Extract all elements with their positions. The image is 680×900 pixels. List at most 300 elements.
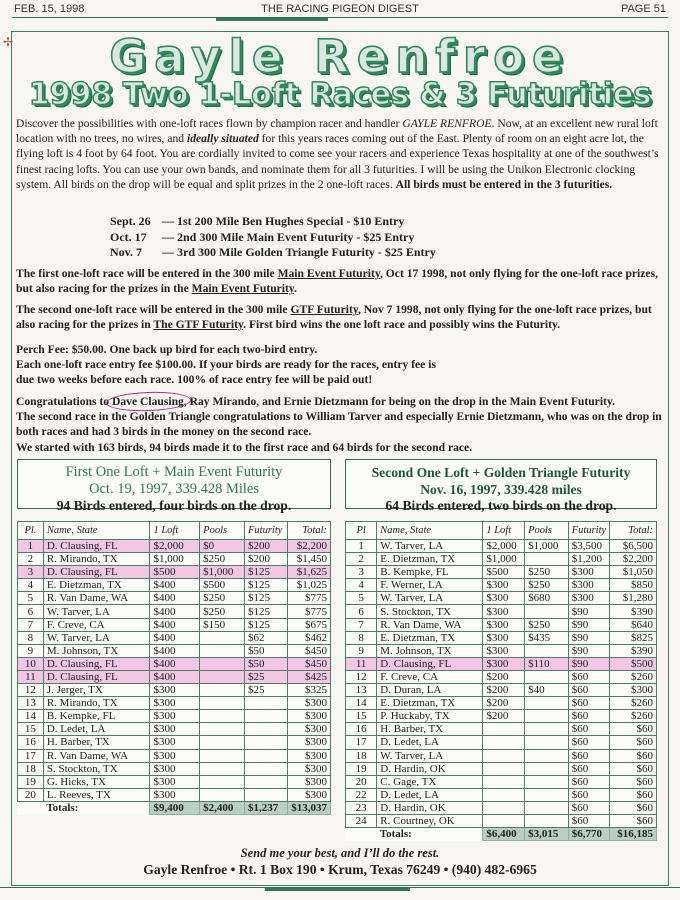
table-row bbox=[346, 657, 657, 670]
name-cell: C. Gage, TX bbox=[377, 775, 483, 788]
futurity-cell: $90 bbox=[568, 605, 609, 618]
paragraph-text: The second one-loft race will be entered in the 300 mile bbox=[16, 303, 291, 316]
table-row bbox=[18, 670, 331, 683]
one-loft-cell: $300 bbox=[150, 710, 200, 723]
futurity-cell: $50 bbox=[245, 644, 288, 657]
col-pools: Pools bbox=[525, 522, 569, 540]
table-row bbox=[346, 540, 657, 553]
grand-total: $13,037 bbox=[287, 801, 330, 814]
one-loft-cell: $400 bbox=[150, 579, 200, 592]
pools-cell: $1,000 bbox=[525, 540, 569, 553]
futurity-cell bbox=[245, 749, 288, 762]
name-cell: L. Reeves, TX bbox=[43, 788, 150, 801]
name-cell: W. Tarver, LA bbox=[377, 540, 483, 553]
pools-cell: $435 bbox=[525, 631, 569, 644]
masthead-accent-bar bbox=[216, 18, 328, 21]
name-cell: D. Clausing, FL bbox=[377, 657, 483, 670]
total-cell: $60 bbox=[610, 749, 657, 762]
pools-cell bbox=[525, 553, 569, 566]
place-cell: 15 bbox=[346, 710, 377, 723]
place-cell: 15 bbox=[18, 723, 44, 736]
spacer-cell bbox=[346, 828, 377, 841]
futurity-cell: $125 bbox=[245, 605, 288, 618]
place-cell: 11 bbox=[346, 657, 377, 670]
congrats-second-race: The second race in the Golden Triangle congratulations to William Tarver and especially Ernie Dietzmann, who was on the drop in both races and had 3 birds in the money on the second race. bbox=[16, 410, 662, 439]
intro-text: Discover the possibilities with one-loft races flown by champion racer and handler bbox=[16, 117, 403, 130]
place-cell: 5 bbox=[18, 592, 44, 605]
pools-cell: $250 bbox=[525, 579, 569, 592]
bird-count-summary: We started with 163 birds, 94 birds made it to the first race and 64 birds for the second race. bbox=[16, 440, 473, 454]
gtf-futurity-ref: GTF Futurity bbox=[290, 303, 358, 316]
futurity-cell: $300 bbox=[568, 592, 609, 605]
one-loft-cell: $300 bbox=[483, 644, 525, 657]
total-cell: $1,025 bbox=[287, 579, 330, 592]
futurity-cell: $90 bbox=[568, 618, 609, 631]
place-cell: 7 bbox=[346, 618, 377, 631]
place-cell: 20 bbox=[18, 788, 44, 801]
col-place: Pl. bbox=[18, 522, 44, 540]
schedule-date: Nov. 7 bbox=[110, 245, 143, 259]
intro-text: . Now, at an excellent new rural loft location with no trees, no wires, and bbox=[16, 117, 658, 146]
place-cell: 18 bbox=[18, 762, 44, 775]
one-loft-cell bbox=[483, 801, 525, 814]
place-cell: 13 bbox=[346, 684, 377, 697]
total-cell: $1,450 bbox=[287, 553, 330, 566]
total-cell: $300 bbox=[287, 723, 330, 736]
table-header-row bbox=[346, 522, 657, 540]
pools-cell: $110 bbox=[525, 657, 569, 670]
name-cell: E. Dietzman, TX bbox=[377, 553, 483, 566]
place-cell: 13 bbox=[18, 697, 44, 710]
table-row bbox=[18, 684, 331, 697]
name-cell: R. Van Dame, WA bbox=[377, 618, 483, 631]
total-futurity: $6,770 bbox=[568, 828, 609, 841]
entry-fee-note: due two weeks before each race. 100% of race entry fee will be paid out! bbox=[16, 373, 373, 387]
name-cell: D. Duran, LA bbox=[377, 684, 483, 697]
futurity-cell: $90 bbox=[568, 631, 609, 644]
fees-paragraph bbox=[16, 342, 667, 388]
one-loft-cell: $400 bbox=[150, 605, 200, 618]
place-cell: 19 bbox=[346, 762, 377, 775]
one-loft-cell bbox=[483, 749, 525, 762]
one-loft-cell: $2,000 bbox=[483, 540, 525, 553]
table-row bbox=[18, 775, 331, 788]
place-cell: 17 bbox=[346, 736, 377, 749]
pools-cell: $250 bbox=[200, 592, 245, 605]
col-futurity: Futurity bbox=[568, 522, 609, 540]
place-cell: 2 bbox=[18, 553, 44, 566]
masthead bbox=[12, 2, 668, 18]
race2-date-distance: Nov. 16, 1997, 339.428 miles bbox=[420, 482, 582, 497]
total-cell: $60 bbox=[610, 762, 657, 775]
name-cell: R. Mirando, TX bbox=[43, 697, 150, 710]
pools-cell bbox=[525, 814, 569, 827]
name-cell: G. Hicks, TX bbox=[43, 775, 150, 788]
pools-cell bbox=[200, 788, 245, 801]
futurity-cell: $1,200 bbox=[568, 553, 609, 566]
one-loft-cell: $1,000 bbox=[483, 553, 525, 566]
name-cell: M. Johnson, TX bbox=[43, 644, 150, 657]
congrats-paragraph bbox=[16, 394, 667, 455]
futurity-cell: $60 bbox=[568, 814, 609, 827]
one-loft-cell: $400 bbox=[150, 670, 200, 683]
futurity-cell bbox=[245, 775, 288, 788]
one-loft-cell: $400 bbox=[150, 631, 200, 644]
place-cell: 9 bbox=[18, 644, 44, 657]
futurity-cell: $125 bbox=[245, 566, 288, 579]
table-row bbox=[346, 801, 657, 814]
circled-name: Dave Clausing, bbox=[111, 395, 187, 408]
futurity-cell: $90 bbox=[568, 657, 609, 670]
total-cell: $325 bbox=[287, 684, 330, 697]
place-cell: 19 bbox=[18, 775, 44, 788]
pools-cell: $0 bbox=[200, 540, 245, 553]
one-loft-cell: $400 bbox=[150, 618, 200, 631]
totals-row bbox=[18, 801, 331, 814]
table-row bbox=[18, 605, 331, 618]
name-cell: B. Kempke, FL bbox=[377, 566, 483, 579]
name-cell: P. Huckaby, TX bbox=[377, 710, 483, 723]
name-cell: W. Tarver, LA bbox=[377, 749, 483, 762]
name-cell: W. Tarver, LA bbox=[377, 592, 483, 605]
place-cell: 14 bbox=[346, 697, 377, 710]
place-cell: 3 bbox=[18, 566, 44, 579]
pools-cell bbox=[525, 670, 569, 683]
one-loft-cell: $200 bbox=[483, 710, 525, 723]
col-total: Total: bbox=[287, 522, 330, 540]
place-cell: 12 bbox=[18, 684, 44, 697]
place-cell: 4 bbox=[346, 579, 377, 592]
total-cell: $1,050 bbox=[610, 566, 657, 579]
futurity-cell: $25 bbox=[245, 670, 288, 683]
total-cell: $60 bbox=[610, 801, 657, 814]
pools-cell: $500 bbox=[200, 579, 245, 592]
total-cell: $6,500 bbox=[610, 540, 657, 553]
name-cell: R. Courtney, OK bbox=[377, 814, 483, 827]
entry-fee: Each one-loft race entry fee $100.00. If your birds are ready for the races, entry fee is bbox=[16, 358, 436, 372]
total-cell: $640 bbox=[610, 618, 657, 631]
pools-cell: $150 bbox=[200, 618, 245, 631]
place-cell: 20 bbox=[346, 775, 377, 788]
futurity-cell: $25 bbox=[245, 684, 288, 697]
pools-cell bbox=[525, 644, 569, 657]
one-loft-cell: $300 bbox=[483, 579, 525, 592]
pools-cell bbox=[200, 723, 245, 736]
first-race-paragraph bbox=[16, 266, 667, 296]
one-loft-cell: $300 bbox=[483, 631, 525, 644]
one-loft-cell: $400 bbox=[150, 592, 200, 605]
name-cell: F. Werner, LA bbox=[377, 579, 483, 592]
table-row bbox=[18, 697, 331, 710]
place-cell: 4 bbox=[18, 579, 44, 592]
pools-cell bbox=[200, 670, 245, 683]
schedule-item bbox=[110, 230, 436, 246]
place-cell: 1 bbox=[346, 540, 377, 553]
table-row bbox=[18, 618, 331, 631]
total-cell: $1,280 bbox=[610, 592, 657, 605]
one-loft-cell: $2,000 bbox=[150, 540, 200, 553]
place-cell: 12 bbox=[346, 670, 377, 683]
race1-header bbox=[17, 459, 331, 513]
one-loft-cell: $400 bbox=[150, 644, 200, 657]
total-cell: $260 bbox=[610, 697, 657, 710]
gtf-futurity-ref: The GTF Futurity bbox=[153, 318, 244, 332]
table-row bbox=[346, 697, 657, 710]
table-row bbox=[346, 736, 657, 749]
total-one-loft: $6,400 bbox=[483, 828, 525, 841]
futurity-cell bbox=[245, 710, 288, 723]
futurity-cell: $200 bbox=[245, 553, 288, 566]
name-cell: E. Dietzman, TX bbox=[43, 579, 150, 592]
futurity-cell: $60 bbox=[568, 670, 609, 683]
pools-cell bbox=[525, 762, 569, 775]
table-header-row bbox=[18, 522, 331, 540]
total-cell: $260 bbox=[610, 670, 657, 683]
total-cell: $300 bbox=[287, 736, 330, 749]
name-cell: B. Kempke, FL bbox=[43, 710, 150, 723]
paragraph-text: The first one-loft race will be entered in the 300 mile bbox=[16, 267, 278, 280]
table-row bbox=[18, 579, 331, 592]
total-cell: $425 bbox=[287, 670, 330, 683]
totals-row bbox=[346, 828, 657, 841]
pools-cell: $250 bbox=[200, 605, 245, 618]
one-loft-cell bbox=[483, 762, 525, 775]
place-cell: 6 bbox=[18, 605, 44, 618]
table-row bbox=[346, 762, 657, 775]
table-row bbox=[18, 644, 331, 657]
place-cell: 17 bbox=[18, 749, 44, 762]
total-cell: $300 bbox=[287, 762, 330, 775]
one-loft-cell: $200 bbox=[483, 697, 525, 710]
table-row bbox=[18, 657, 331, 670]
congrats-text: Congratulations to bbox=[16, 395, 112, 408]
grand-total: $16,185 bbox=[610, 828, 657, 841]
total-cell: $675 bbox=[287, 618, 330, 631]
futurity-cell: $60 bbox=[568, 684, 609, 697]
col-futurity: Futurity bbox=[245, 522, 288, 540]
race1-results-table bbox=[17, 521, 331, 815]
name-cell: R. Mirando, TX bbox=[43, 553, 150, 566]
one-loft-cell: $500 bbox=[483, 566, 525, 579]
paragraph-text: , Oct 17 1998, not only flying for the one-loft race prizes, but also racing for the prizes in the bbox=[16, 267, 658, 296]
total-cell: $775 bbox=[287, 592, 330, 605]
table-row bbox=[346, 644, 657, 657]
futurity-cell: $125 bbox=[245, 618, 288, 631]
place-cell: 16 bbox=[346, 723, 377, 736]
main-event-futurity-ref: Main Event Futurity bbox=[191, 282, 295, 296]
place-cell: 2 bbox=[346, 553, 377, 566]
one-loft-cell: $200 bbox=[483, 684, 525, 697]
one-loft-cell: $300 bbox=[483, 592, 525, 605]
place-cell: 6 bbox=[346, 605, 377, 618]
futurity-cell: $125 bbox=[245, 592, 288, 605]
name-cell: D. Ledet, LA bbox=[377, 788, 483, 801]
pools-cell bbox=[200, 631, 245, 644]
pools-cell: $250 bbox=[525, 618, 569, 631]
table-row bbox=[346, 592, 657, 605]
name-cell: D. Clausing, FL bbox=[43, 657, 150, 670]
name-cell: J. Jerger, TX bbox=[43, 684, 150, 697]
one-loft-cell bbox=[483, 814, 525, 827]
schedule-item bbox=[110, 245, 436, 261]
table-row bbox=[18, 736, 331, 749]
name-cell: S. Stockton, TX bbox=[43, 762, 150, 775]
intro-paragraph bbox=[16, 116, 667, 192]
name-cell: D. Clausing, FL bbox=[43, 670, 150, 683]
futurity-cell: $200 bbox=[245, 540, 288, 553]
col-name-state: Name, State bbox=[377, 522, 483, 540]
totals-label: Totals: bbox=[46, 802, 79, 815]
total-cell: $60 bbox=[610, 723, 657, 736]
pools-cell: $250 bbox=[200, 553, 245, 566]
name-cell: D. Ledet, LA bbox=[43, 723, 150, 736]
pools-cell bbox=[525, 788, 569, 801]
futurity-cell: $125 bbox=[245, 579, 288, 592]
total-cell: $60 bbox=[610, 814, 657, 827]
col-place: Pl bbox=[346, 522, 377, 540]
name-cell: D. Ledet, LA bbox=[377, 736, 483, 749]
ad-subtitle: 1998 Two 1-Loft Races & 3 Futurities bbox=[28, 77, 652, 112]
name-cell: D. Clausing, FL bbox=[43, 540, 150, 553]
futurity-cell: $60 bbox=[568, 788, 609, 801]
table-row bbox=[346, 566, 657, 579]
table-row bbox=[18, 723, 331, 736]
one-loft-cell: $300 bbox=[150, 749, 200, 762]
total-cell: $825 bbox=[610, 631, 657, 644]
one-loft-cell bbox=[483, 788, 525, 801]
table-row bbox=[18, 566, 331, 579]
pools-cell bbox=[200, 775, 245, 788]
name-cell: W. Tarver, LA bbox=[43, 605, 150, 618]
col-name-state: Name, State bbox=[43, 522, 150, 540]
one-loft-cell: $1,000 bbox=[150, 553, 200, 566]
one-loft-cell: $300 bbox=[150, 723, 200, 736]
table-row bbox=[18, 749, 331, 762]
futurity-cell bbox=[245, 788, 288, 801]
pools-cell bbox=[525, 775, 569, 788]
place-cell: 22 bbox=[346, 788, 377, 801]
one-loft-cell: $300 bbox=[150, 762, 200, 775]
place-cell: 14 bbox=[18, 710, 44, 723]
place-cell: 3 bbox=[346, 566, 377, 579]
one-loft-cell: $300 bbox=[150, 684, 200, 697]
total-cell: $2,200 bbox=[610, 553, 657, 566]
futurity-cell: $62 bbox=[245, 631, 288, 644]
publication-name: THE RACING PIGEON DIGEST bbox=[261, 3, 419, 15]
table-row bbox=[346, 814, 657, 827]
contact-info: Gayle Renfroe • Rt. 1 Box 190 • Krum, Texas 76249 • (940) 482-6965 bbox=[143, 862, 537, 877]
issue-date: FEB. 15, 1998 bbox=[14, 3, 85, 15]
name-cell: S. Stockton, TX bbox=[377, 605, 483, 618]
footer-accent-bar bbox=[265, 887, 410, 891]
ad-title: Gayle Renfroe bbox=[109, 30, 571, 83]
name-cell: R. Van Dame, WA bbox=[43, 749, 150, 762]
schedule-date: Sept. 26 bbox=[110, 214, 151, 228]
total-pools: $2,400 bbox=[200, 801, 245, 814]
place-cell: 8 bbox=[346, 631, 377, 644]
futurity-cell: $90 bbox=[568, 644, 609, 657]
name-cell: M. Johnson, TX bbox=[377, 644, 483, 657]
table-row bbox=[346, 605, 657, 618]
schedule-event: — 2nd 300 Mile Main Event Futurity - $25 Entry bbox=[162, 229, 415, 244]
table-row bbox=[346, 775, 657, 788]
total-pools: $3,015 bbox=[525, 828, 569, 841]
schedule-item bbox=[110, 214, 436, 230]
total-cell: $450 bbox=[287, 644, 330, 657]
table-row bbox=[346, 684, 657, 697]
pools-cell bbox=[200, 644, 245, 657]
name-cell: F. Creve, CA bbox=[377, 670, 483, 683]
paragraph-text: , Nov 7 1998, not only flying for the one-loft race prizes, but also racing for the prizes in bbox=[16, 303, 652, 332]
pools-cell: $680 bbox=[525, 592, 569, 605]
race2-summary: 64 Birds entered, two birds on the drop. bbox=[385, 498, 617, 513]
table-row bbox=[346, 631, 657, 644]
col-one-loft: 1 Loft bbox=[483, 522, 525, 540]
table-row bbox=[18, 631, 331, 644]
table-row bbox=[346, 788, 657, 801]
one-loft-cell: $300 bbox=[483, 657, 525, 670]
name-cell: D. Clausing, FL bbox=[43, 566, 150, 579]
pools-cell bbox=[525, 710, 569, 723]
place-cell: 24 bbox=[346, 814, 377, 827]
pools-cell bbox=[525, 605, 569, 618]
table-row bbox=[18, 710, 331, 723]
pools-cell: $1,000 bbox=[200, 566, 245, 579]
schedule-event: — 1st 200 Mile Ben Hughes Special - $10 Entry bbox=[162, 214, 405, 228]
place-cell: 18 bbox=[346, 749, 377, 762]
pools-cell bbox=[525, 697, 569, 710]
place-cell: 23 bbox=[346, 801, 377, 814]
race1-summary: 94 Birds entered, four birds on the drop. bbox=[56, 498, 292, 513]
handler-name: GAYLE RENFROE bbox=[402, 117, 492, 130]
place-cell: 1 bbox=[18, 540, 44, 553]
total-cell: $500 bbox=[610, 657, 657, 670]
pen-mark-icon: ✢ bbox=[3, 35, 14, 49]
paragraph-text: . bbox=[294, 282, 297, 296]
page-number: PAGE 51 bbox=[620, 3, 666, 15]
total-cell: $300 bbox=[287, 749, 330, 762]
name-cell: W. Tarver, LA bbox=[43, 631, 150, 644]
pools-cell bbox=[200, 684, 245, 697]
place-cell: 9 bbox=[346, 644, 377, 657]
futurity-cell bbox=[245, 762, 288, 775]
total-cell: $60 bbox=[610, 788, 657, 801]
one-loft-cell: $300 bbox=[150, 736, 200, 749]
col-pools: Pools bbox=[200, 522, 245, 540]
intro-text: for this years races coming out of the East. Plenty of room on an eight acre lot, the flying loft is 4 foot by 64 foot. You are cordially invited to come see your racers and experience Texas hospitality at one of the southwest’s finest racing lofts. You can use your own bands, and nominate them for all 3 futurities. I will be using the Unikon Electronic clocking system. All birds on the drop will be equal and split prizes in the 2 one-loft races. bbox=[16, 132, 659, 191]
table-row bbox=[18, 788, 331, 801]
race1-date-distance: Oct. 19, 1997, 339.428 Miles bbox=[89, 481, 259, 497]
futurity-cell bbox=[245, 723, 288, 736]
total-cell: $300 bbox=[287, 788, 330, 801]
race2-title: Second One Loft + Golden Triangle Futurity bbox=[371, 465, 631, 480]
place-cell: 11 bbox=[18, 670, 44, 683]
col-total: Total: bbox=[610, 522, 657, 540]
total-cell: $2,200 bbox=[287, 540, 330, 553]
race2-header bbox=[345, 459, 657, 513]
futurity-cell: $60 bbox=[568, 697, 609, 710]
one-loft-cell bbox=[483, 775, 525, 788]
one-loft-cell: $500 bbox=[150, 566, 200, 579]
table-row bbox=[346, 723, 657, 736]
futurity-cell: $50 bbox=[245, 657, 288, 670]
pools-cell bbox=[200, 657, 245, 670]
name-cell: E. Dietzman, TX bbox=[377, 631, 483, 644]
perch-fee: Perch Fee: $50.00. One back up bird for each two-bird entry. bbox=[16, 343, 318, 356]
table-row bbox=[346, 579, 657, 592]
race-schedule bbox=[110, 214, 436, 261]
futurity-cell: $3,500 bbox=[568, 540, 609, 553]
